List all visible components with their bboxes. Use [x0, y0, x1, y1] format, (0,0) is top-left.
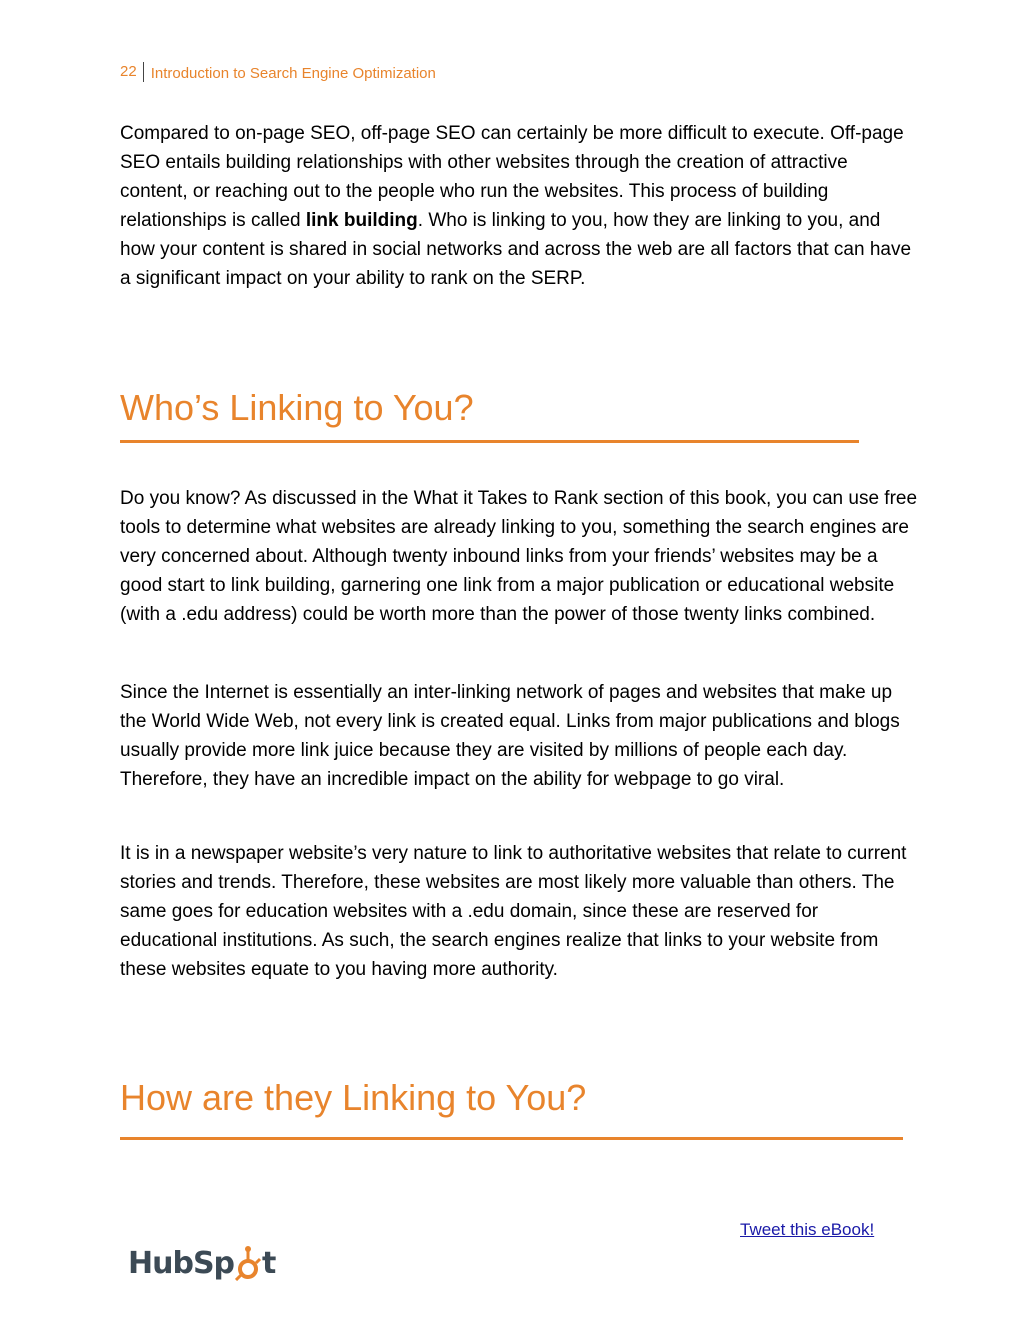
link-building-term: link building: [305, 210, 418, 231]
page-number: 22: [120, 62, 144, 82]
running-header: [120, 60, 436, 84]
section-divider-1: [120, 440, 859, 443]
tweet-ebook-link[interactable]: Tweet this eBook!: [740, 1220, 875, 1239]
section-heading-how-linking: How are they Linking to You?: [120, 1077, 587, 1118]
intro-paragraph: [120, 119, 920, 293]
paragraph-do-you-know: Do you know? As discussed in the What it Takes to Rank section of this book, you can use free tools to determine what websites are already linking to you, something the search engines are very concerned about. Although twenty inbound links from your friends’ websites may be a good start to link building, garnering one link from a major publication or educational website (with a .edu address) could be worth more than the power of those twenty links combined.: [120, 488, 918, 625]
intro-text-after: . Who is linking to you, how they are linking to you, and how your content is shared in social networks and across the web are all factors that can have a significant impact on your ability to rank on the SERP.: [120, 210, 912, 289]
logo-text-left: HubSp: [128, 1246, 235, 1281]
logo-text-right: t: [262, 1246, 276, 1281]
intro-text-before: Compared to on-page SEO, off-page SEO can certainly be more difficult to execute. Off-page SEO entails building relationships with other websites through the creation of attractive content, or reaching out to the people who run the websites. This process of building relationships is called: [120, 123, 904, 231]
section-divider-2: [120, 1137, 903, 1140]
paragraph-newspaper-websites: It is in a newspaper website’s very nature to link to authoritative websites that relate to current stories and trends. Therefore, these websites are most likely more valuable than others. The same goes for education websites with a .edu domain, since these are reserved for educational institutions. As such, the search engines realize that links to your website from these websites equate to you having more authority.: [120, 843, 907, 980]
hubspot-sprocket-icon: [235, 1245, 261, 1281]
section-heading-whos-linking: Who’s Linking to You?: [120, 387, 474, 428]
running-title: Introduction to Search Engine Optimization: [150, 65, 436, 82]
paragraph-internet-network: Since the Internet is essentially an inter-linking network of pages and websites that make up the World Wide Web, not every link is created equal. Links from major publications and blogs usually provide more link juice because they are visited by millions of people each day. Therefore, they have an incredible impact on the ability for webpage to go viral.: [120, 682, 900, 790]
hubspot-logo: [128, 1245, 275, 1281]
